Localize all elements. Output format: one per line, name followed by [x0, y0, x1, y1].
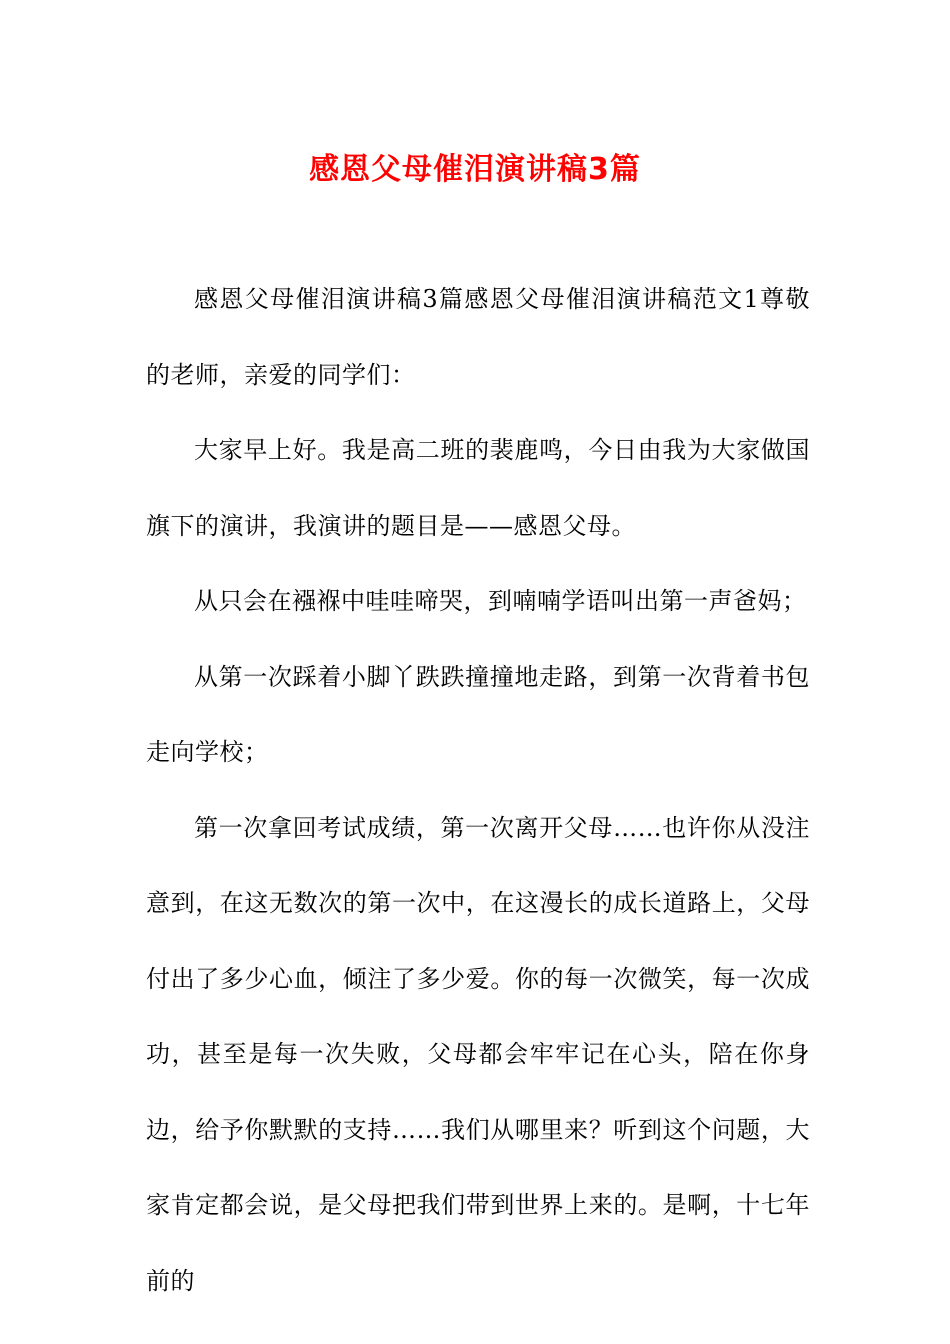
paragraph-3: 从只会在襁褓中哇哇啼哭，到喃喃学语叫出第一声爸妈；	[194, 587, 807, 615]
document-body	[146, 262, 810, 1319]
document-title: 感恩父母催泪演讲稿3篇	[309, 152, 641, 187]
paragraph-4: 从第一次踩着小脚丫跌跌撞撞地走路，到第一次背着书包走向学校；	[146, 662, 810, 766]
paragraph-1: 感恩父母催泪演讲稿3篇感恩父母催泪演讲稿范文1尊敬的老师，亲爱的同学们：	[146, 285, 810, 389]
paragraph-2: 大家早上好。我是高二班的裴鹿鸣，今日由我为大家做国旗下的演讲，我演讲的题目是——感恩父母。	[146, 436, 810, 540]
paragraph-5: 第一次拿回考试成绩，第一次离开父母……也许你从没注意到，在这无数次的第一次中，在这漫长的成长道路上，父母付出了多少心血，倾注了多少爱。你的每一次微笑，每一次成功，甚至是每一次失败，父母都会牢牢记在心头，陪在你身边，给予你默默的支持……我们从哪里来？听到这个问题，大家肯定都会说，是父母把我们带到世界上来的。是啊，十七年前的	[146, 813, 810, 1295]
